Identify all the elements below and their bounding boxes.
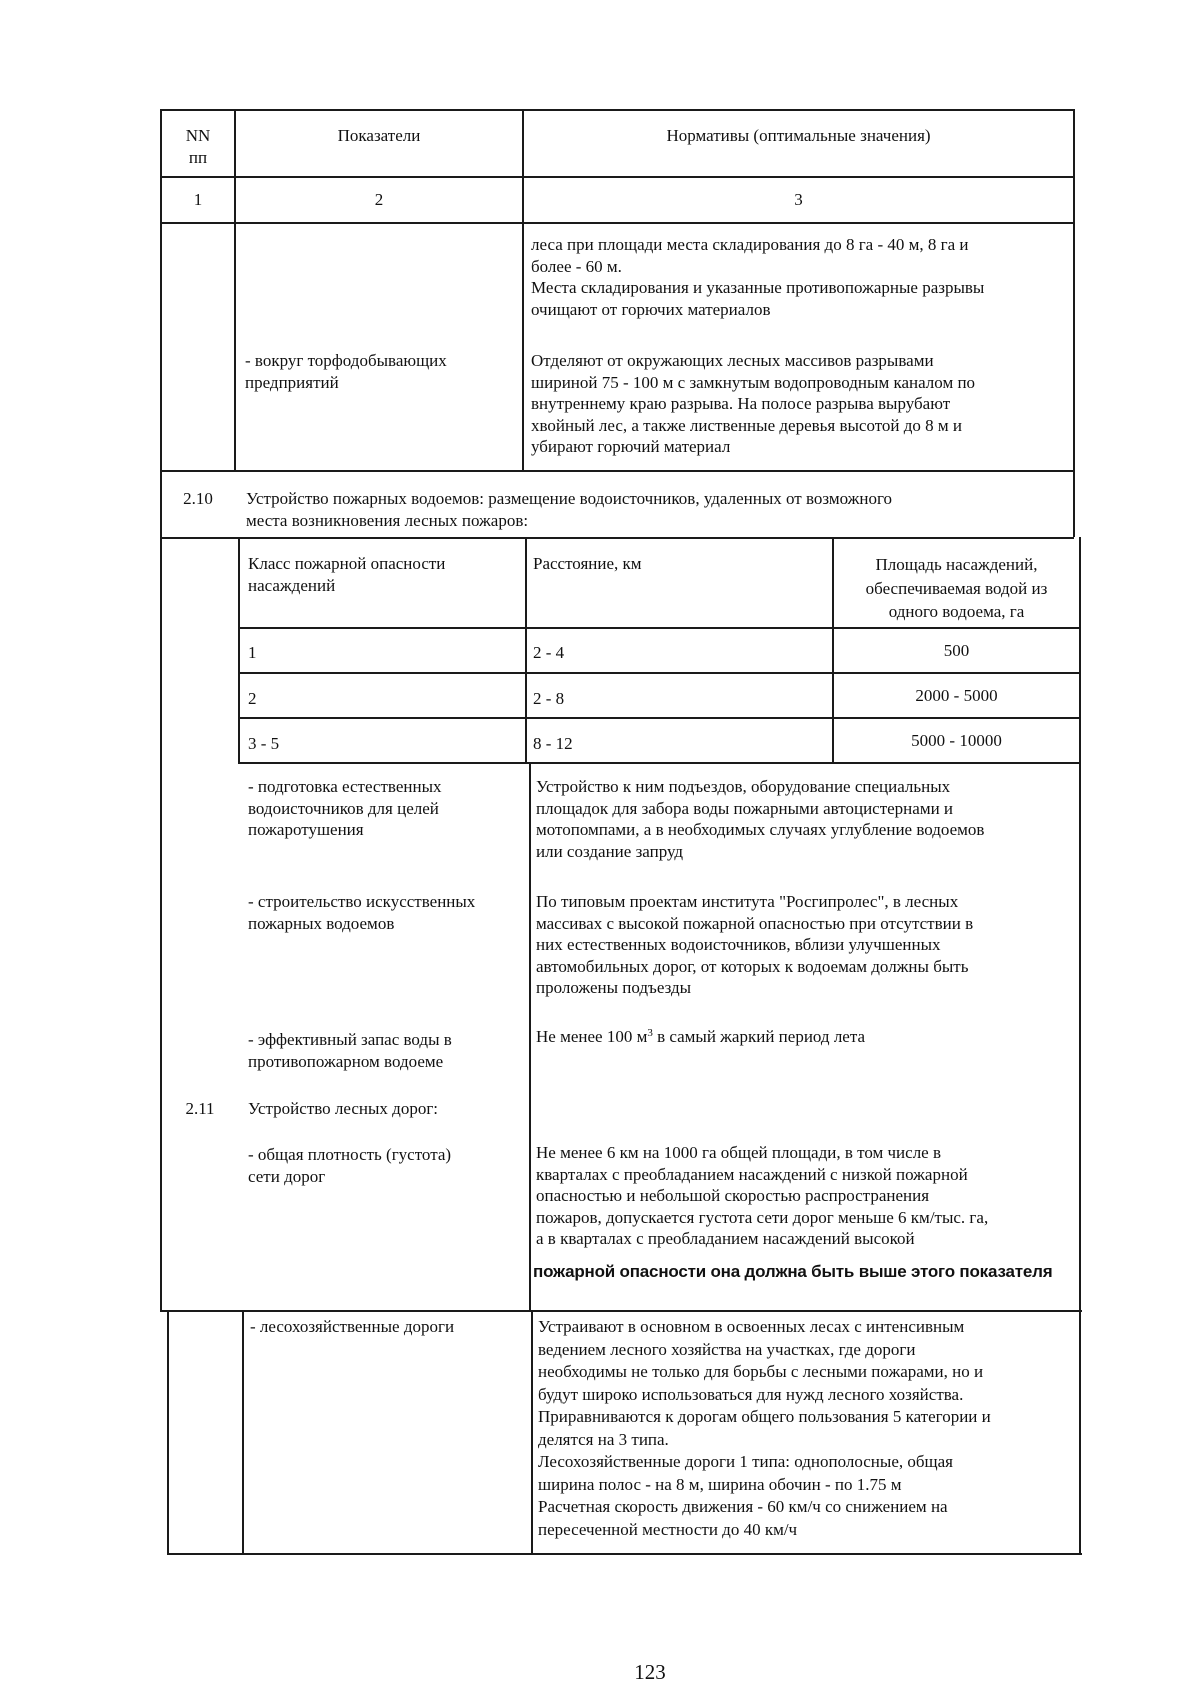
water-table-header-distance: Расстояние, км bbox=[533, 554, 642, 573]
road-density-text-bold: пожарной опасности она должна быть выше этого показателя bbox=[533, 1262, 1053, 1281]
water-reserve-text bbox=[536, 1026, 1078, 1048]
forestry-roads-label: - лесохозяйственные дороги bbox=[250, 1317, 455, 1336]
road-density-label: - общая плотность (густота) сети дорог bbox=[248, 1145, 452, 1186]
colnum-1: 1 bbox=[193, 190, 203, 209]
natural-sources-text: Устройство к ним подъездов, оборудование специальных площадок для забора воды пожарными автоцистернами и мотопомпами, а в необходимых случаях углубление водоемов или создание запруд bbox=[536, 777, 985, 861]
peat-enterprises-label: - вокруг торфодобывающих предприятий bbox=[245, 351, 447, 392]
row-number-2-10: 2.10 bbox=[183, 489, 213, 508]
water-reserve-text-pre: Не менее 100 м bbox=[536, 1027, 648, 1046]
colnum-3: 3 bbox=[794, 190, 803, 209]
table-cell: 500 bbox=[943, 641, 970, 660]
forest-roads-title: Устройство лесных дорог: bbox=[248, 1099, 439, 1118]
table-cell: 2000 - 5000 bbox=[915, 686, 998, 705]
row-number-2-11: 2.11 bbox=[185, 1099, 215, 1118]
colnum-2: 2 bbox=[374, 190, 384, 209]
road-density-text: Не менее 6 км на 1000 га общей площади, в том числе в кварталах с преобладанием насаждений с низкой пожарной опасностью и небольшой скоростью распространения пожаров, допускается густота сети дорог меньше 6 км/тыс. га, а в кварталах с преобладанием насаждений высокой bbox=[536, 1143, 989, 1248]
water-reserve-label: - эффективный запас воды в противопожарном водоеме bbox=[248, 1030, 452, 1071]
table-cell: 2 bbox=[248, 689, 257, 708]
water-table-header-area: Площадь насаждений, обеспечиваемая водой из одного водоема, га bbox=[865, 555, 1048, 621]
table-cell: 8 - 12 bbox=[533, 734, 573, 753]
artificial-reservoirs-text: По типовым проектам института "Росгипролес", в лесных массивах с высокой пожарной опасностью при отсутствии в них естественных водоисточников, вблизи улучшенных автомобильных дорог, от которых к водоемам должны быть проложены подъезды bbox=[536, 892, 974, 997]
page-number: 123 bbox=[634, 1660, 666, 1684]
fire-reservoirs-text: Устройство пожарных водоемов: размещение водоисточников, удаленных от возможного места возникновения лесных пожаров: bbox=[246, 489, 893, 530]
table-cell: 3 - 5 bbox=[248, 734, 280, 753]
natural-sources-label: - подготовка естественных водоисточников для целей пожаротушения bbox=[248, 777, 442, 839]
water-reserve-text-post: в самый жаркий период лета bbox=[652, 1027, 866, 1046]
table-cell: 5000 - 10000 bbox=[911, 731, 1002, 750]
artificial-reservoirs-label: - строительство искусственных пожарных водоемов bbox=[248, 892, 476, 933]
header-col-norms: Нормативы (оптимальные значения) bbox=[666, 126, 931, 145]
table-cell: 2 - 4 bbox=[533, 643, 565, 662]
peat-enterprises-text: Отделяют от окружающих лесных массивов разрывами шириной 75 - 100 м с замкнутым водопроводным каналом по внутреннему краю разрыва. На полосе разрыва вырубают хвойный лес, а также лиственные деревья высотой до 8 м и убирают горючий материал bbox=[531, 351, 976, 456]
water-table-header-class: Класс пожарной опасности насаждений bbox=[248, 554, 446, 595]
table-cell: 1 bbox=[248, 643, 257, 662]
storage-continuation-text: леса при площади места складирования до 8 га - 40 м, 8 га и более - 60 м. Места складирования и указанные противопожарные разрывы очищают от горючих материалов bbox=[531, 235, 985, 319]
header-col-indicators: Показатели bbox=[337, 126, 421, 145]
cubic-superscript: 3 bbox=[647, 1027, 653, 1039]
table-cell: 2 - 8 bbox=[533, 689, 565, 708]
header-col-number: NN пп bbox=[185, 126, 211, 167]
forestry-roads-text: Устраивают в основном в освоенных лесах с интенсивным ведением лесного хозяйства на участках, где дороги необходимы не только для борьбы с лесными пожарами, но и будут широко использоваться для нужд лесного хозяйства. Приравниваются к дорогам общего пользования 5 категории и делятся на 3 типа. Лесохозяйственные дороги 1 типа: однополосные, общая ширина полос - на 8 м, ширина обочин - по 1.75 м Расчетная скорость движения - 60 км/ч со снижением на пересеченной местности до 40 км/ч bbox=[538, 1317, 991, 1539]
